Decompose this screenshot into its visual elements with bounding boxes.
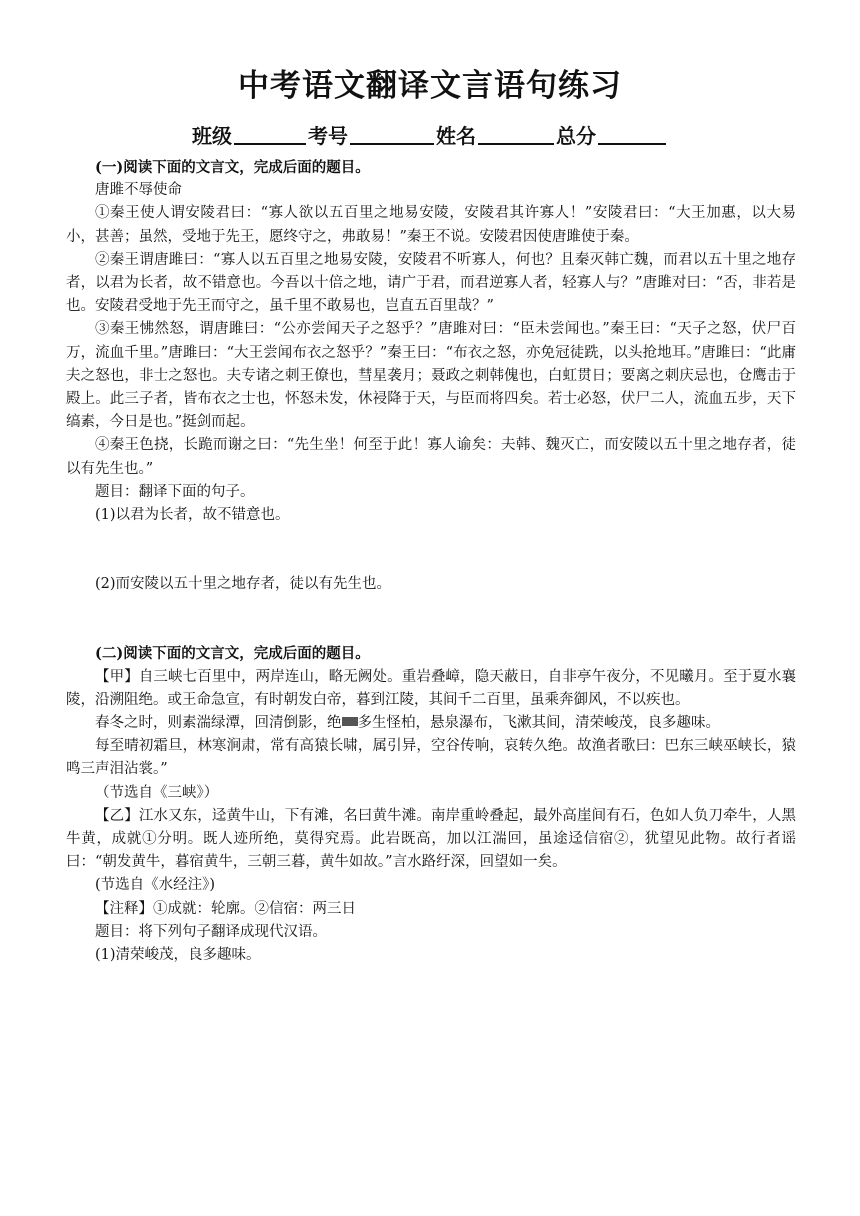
- number-blank: [350, 123, 434, 145]
- passage-jia-paragraph: 每至晴初霜旦，林寒涧肃，常有高猿长啸，属引异，空谷传响，哀转久绝。故渔者歌曰：巴东三峡巫峡长，猿鸣三声泪沾裳。”: [66, 738, 796, 778]
- passage-jia-paragraph: 【甲】自三峡七百里中，两岸连山，略无阙处。重岩叠嶂，隐天蔽日，自非亭午夜分，不见曦月。至于夏水襄陵，沿溯阻绝。或王命急宣，有时朝发白帝，暮到江陵，其间千二百里，虽乘奔御风，不以疾也。: [66, 668, 796, 708]
- passage-paragraph: ③秦王怫然怒，谓唐雎曰：“公亦尝闻天子之怒乎？”唐雎对曰：“臣未尝闻也。”秦王曰：“天子之怒，伏尸百万，流血千里。”唐雎曰：“大王尝闻布衣之怒乎？”秦王曰：“布衣之怒，亦免冠徒跣，以头抢地耳。”唐雎曰：“此庸夫之怒也，非士之怒也。夫专诸之刺王僚也，彗星袭月；聂政之刺韩傀也，白虹贯日；要离之刺庆忌也，仓鹰击于殿上。此三子者，皆布衣之士也，怀怒未发，休祲降于天，与臣而将四矣。若士必怒，伏尸二人，流血五步，天下缟素，今日是也。”挺剑而起。: [66, 321, 796, 431]
- answer-space: [66, 527, 796, 573]
- story-title: 唐雎不辱使命: [95, 182, 182, 199]
- passage-jia-source: （节选自《三峡》）: [95, 784, 219, 801]
- section-2-heading: (二)阅读下面的文言文，完成后面的题目。: [95, 645, 370, 663]
- name-blank: [478, 123, 554, 145]
- passage-jia-paragraph: [66, 712, 796, 735]
- passage-paragraph: ④秦王色挠，长跪而谢之曰：“先生坐！何至于此！寡人谕矣：夫韩、魏灭亡，而安陵以五十里之地存者，徒以有先生也。”: [66, 437, 796, 477]
- student-info-line: [0, 121, 860, 151]
- score-blank: [598, 123, 666, 145]
- document-body: [66, 156, 796, 967]
- question-2: (2)而安陵以五十里之地存者，徒以有先生也。: [95, 576, 392, 593]
- class-label: 班级: [192, 124, 232, 148]
- page-title: 中考语文翻译文言语句练习: [238, 68, 622, 104]
- question-1: (1)清荣峻茂，良多趣味。: [95, 947, 261, 964]
- section-1-heading: (一)阅读下面的文言文，完成后面的题目。: [95, 159, 370, 176]
- answer-space: [66, 596, 796, 642]
- number-label: 考号: [308, 124, 348, 148]
- annotation-notes: 【注释】①成就：轮廓。②信宿：两三日: [95, 900, 356, 917]
- passage-paragraph: ①秦王使人谓安陵君曰：“寡人欲以五百里之地易安陵，安陵君其许寡人！”安陵君曰：“大王加惠，以大易小，甚善；虽然，受地于先王，愿终守之，弗敢易！”秦王不说。安陵君因使唐雎使于秦。: [66, 205, 796, 245]
- name-label: 姓名: [436, 124, 476, 148]
- passage-yi-paragraph: 【乙】江水又东，迳黄牛山，下有滩，名曰黄牛滩。南岸重岭叠起，最外高崖间有石，色如人负刀牵牛，人黑牛黄，成就①分明。既人迹所绝，莫得究焉。此岩既高，加以江湍回，虽途迳信宿②，犹望见此物。故行者谣曰：“朝发黄牛，暮宿黄牛，三朝三暮，黄牛如故。”言水路纡深，回望如一矣。: [66, 807, 796, 871]
- class-blank: [234, 123, 306, 145]
- score-label: 总分: [556, 124, 596, 148]
- question-label: 题目：将下列句子翻译成现代汉语。: [95, 923, 327, 940]
- question-label: 题目：翻译下面的句子。: [95, 483, 255, 500]
- question-1: (1)以君为长者，故不错意也。: [95, 507, 290, 524]
- text-segment: 多生怪柏，悬泉瀑布，飞漱其间，清荣峻茂，良多趣味。: [357, 715, 720, 732]
- text-segment: 春冬之时，则素湍绿潭，回清倒影，绝: [95, 715, 342, 732]
- illegible-character-mark: [342, 717, 358, 726]
- passage-paragraph: ②秦王谓唐雎曰：“寡人以五百里之地易安陵，安陵君不听寡人，何也？且秦灭韩亡魏，而君以五十里之地存者，以君为长者，故不错意也。今吾以十倍之地，请广于君，而君逆寡人者，轻寡人与？”唐雎对曰：“否，非若是也。安陵君受地于先王而守之，虽千里不敢易也，岂直五百里哉？”: [66, 251, 796, 315]
- passage-yi-source: (节选自《水经注》): [95, 877, 216, 894]
